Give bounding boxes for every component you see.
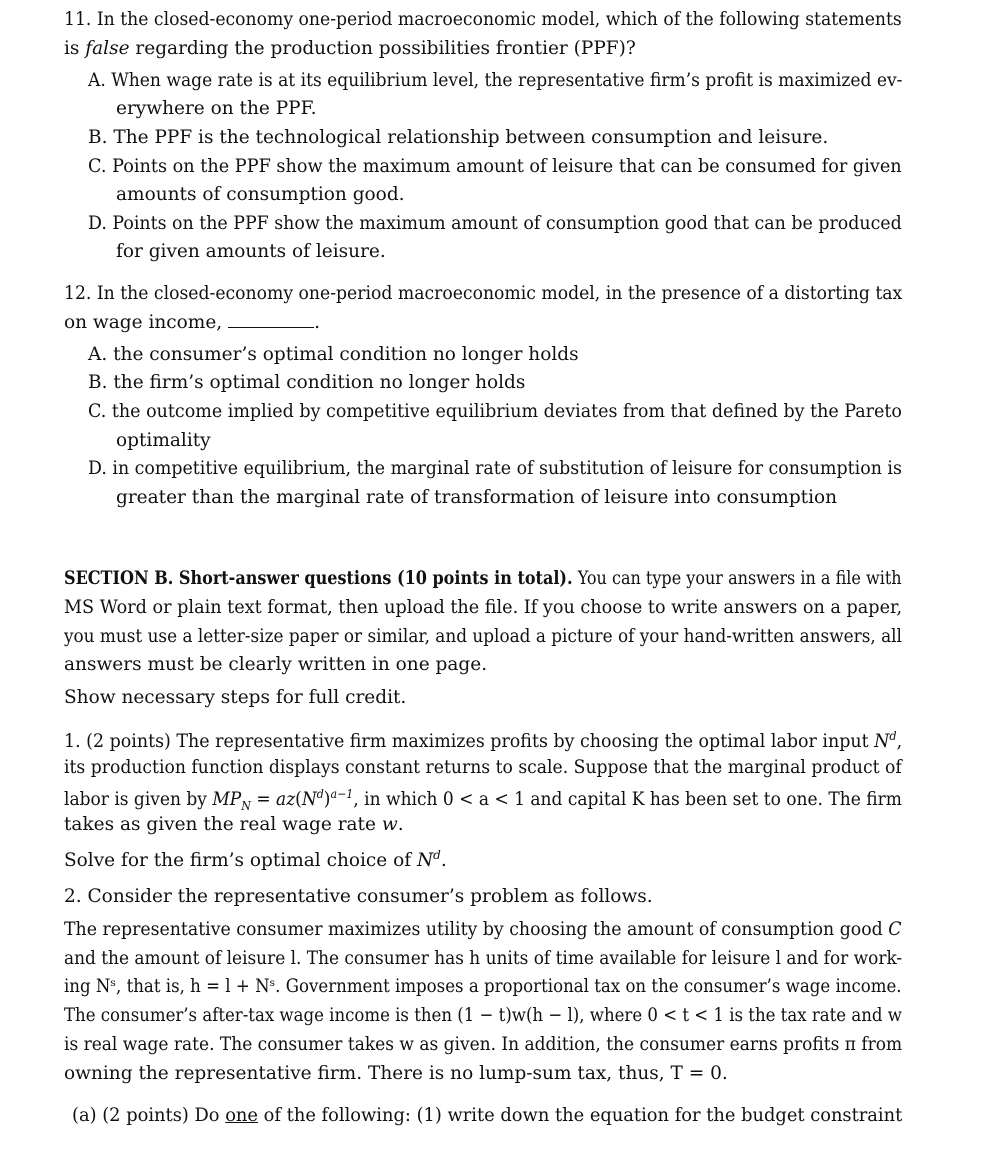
section-b-line5: Show necessary steps for full credit. bbox=[64, 687, 407, 708]
q12-stem-line1: 12. In the closed-economy one-period macroeconomic model, in the presence of a distorting tax bbox=[64, 283, 903, 304]
b2-line6: is real wage rate. The consumer takes w as given. In addition, the consumer earns profits π from bbox=[64, 1034, 903, 1055]
section-b-line4: answers must be clearly written in one page. bbox=[64, 654, 488, 675]
section-b-line2: MS Word or plain text format, then upload the file. If you choose to write answers on a paper, bbox=[64, 597, 903, 618]
q11-option-b: B. The PPF is the technological relationship between consumption and leisure. bbox=[88, 127, 829, 148]
b1-line2: its production function displays constant returns to scale. Suppose that the marginal product of bbox=[64, 757, 902, 778]
b1-line3: labor is given by $MP_N = az(N^d)^{a-1}$, in which 0 < a < 1 and capital K has been set to one. The firm bbox=[64, 787, 902, 813]
b1-line4: takes as given the real wage rate w. bbox=[64, 814, 404, 835]
b1-line5: Solve for the firm’s optimal choice of $N^d$. bbox=[64, 848, 447, 872]
b2-part-a: (a) (2 points) Do one of the following: (1) write down the equation for the budget constraint bbox=[72, 1105, 903, 1126]
q12-option-a: A. the consumer’s optimal condition no longer holds bbox=[88, 344, 579, 365]
b2-line7: owning the representative firm. There is no lump-sum tax, thus, T = 0. bbox=[64, 1063, 728, 1084]
b2-line4: ing Nˢ, that is, h = l + Nˢ. Government imposes a proportional tax on the consumer’s wage income. bbox=[64, 976, 902, 997]
q12-stem-line2: on wage income, . bbox=[64, 312, 321, 333]
b2-line5: The consumer’s after-tax wage income is then (1 − t)w(h − l), where 0 < t < 1 is the tax rate and w bbox=[64, 1005, 902, 1026]
section-b-line1: SECTION B. Short-answer questions (10 points in total). You can type your answers in a file with bbox=[64, 568, 902, 589]
b2-line3: and the amount of leisure l. The consumer has h units of time available for leisure l and for work- bbox=[64, 948, 903, 969]
q11-option-d-line1: D. Points on the PPF show the maximum amount of consumption good that can be produced bbox=[88, 213, 902, 234]
b1-line1: 1. (2 points) The representative firm maximizes profits by choosing the optimal labor input $N^d$, bbox=[64, 729, 903, 753]
q11-option-c-line2: amounts of consumption good. bbox=[116, 184, 405, 205]
q12-option-d-line2: greater than the marginal rate of transformation of leisure into consumption bbox=[116, 487, 838, 508]
q11-option-d-line2: for given amounts of leisure. bbox=[116, 241, 386, 262]
q11-option-a-line1: A. When wage rate is at its equilibrium level, the representative firm’s profit is maximized ev- bbox=[88, 70, 903, 91]
q11-stem-line1: 11. In the closed-economy one-period macroeconomic model, which of the following statements bbox=[64, 9, 902, 30]
section-b-heading: SECTION B. Short-answer questions (10 points in total). bbox=[64, 568, 573, 589]
section-b-line3: you must use a letter-size paper or similar, and upload a picture of your hand-written answers, all bbox=[64, 626, 902, 647]
q12-option-c-line1: C. the outcome implied by competitive equilibrium deviates from that defined by the Pareto bbox=[88, 401, 902, 422]
b2-line1: 2. Consider the representative consumer’s problem as follows. bbox=[64, 886, 653, 907]
q11-option-a-line2: erywhere on the PPF. bbox=[116, 98, 317, 119]
q11-option-c-line1: C. Points on the PPF show the maximum amount of leisure that can be consumed for given bbox=[88, 156, 902, 177]
q12-option-c-line2: optimality bbox=[116, 430, 211, 451]
q12-option-d-line1: D. in competitive equilibrium, the marginal rate of substitution of leisure for consumption is bbox=[88, 458, 902, 479]
b2-line2: The representative consumer maximizes utility by choosing the amount of consumption good C bbox=[64, 919, 902, 940]
q11-stem-line2: is false regarding the production possibilities frontier (PPF)? bbox=[64, 38, 636, 59]
answer-blank bbox=[228, 326, 314, 328]
q12-option-b: B. the firm’s optimal condition no longer holds bbox=[88, 372, 526, 393]
